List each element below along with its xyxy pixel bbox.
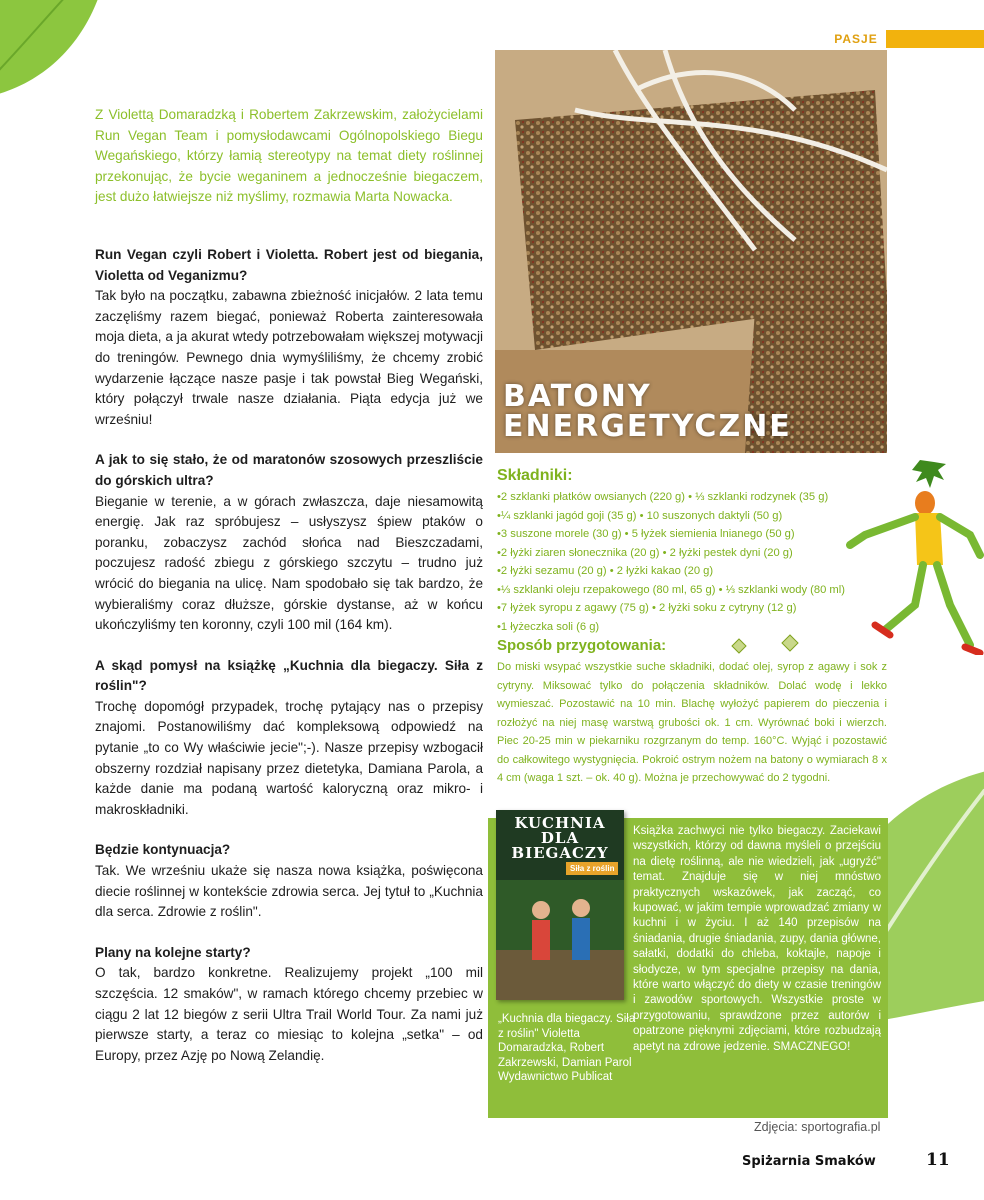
ingredient-item: • 3 suszone morele (30 g) • 5 łyżek siemienia lnianego (50 g): [497, 525, 887, 544]
qa-block: [95, 245, 483, 430]
question: A jak to się stało, że od maratonów szosowych przeszliście do górskich ultra?: [95, 452, 483, 488]
qa-block: [95, 943, 483, 1067]
ingredient-item: • 2 szklanki płatków owsianych (220 g) • ⅓ szklanki rodzynek (35 g): [497, 488, 887, 507]
photo-title-line: ENERGETYCZNE: [503, 409, 792, 444]
question: Run Vegan czyli Robert i Violetta. Robert jest od biegania, Violetta od Veganizmu?: [95, 247, 483, 283]
book-promo-box: [488, 814, 888, 1118]
photo-title-line: BATONY: [503, 379, 652, 414]
ingredient-item: • ¼ szklanki jagód goji (35 g) • 10 suszonych daktyli (50 g): [497, 507, 887, 526]
ingredient-item: • 2 łyżki sezamu (20 g) • 2 łyżki kakao (20 g): [497, 562, 887, 581]
book-cover-subtitle: Siła z roślin: [566, 862, 618, 875]
footer-brand: Spiżarnia Smaków: [742, 1154, 876, 1169]
pumpkin-seed-icon: [730, 638, 748, 654]
question: A skąd pomysł na książkę „Kuchnia dla biegaczy. Siła z roślin"?: [95, 657, 483, 694]
photo-credit: Zdjęcia: sportografia.pl: [754, 1120, 881, 1134]
pumpkin-seed-icon: [780, 634, 800, 652]
ingredient-item: • 1 łyżeczka soli (6 g): [497, 618, 887, 637]
photo-title: [503, 379, 792, 444]
preparation-heading: Sposób przygotowania:: [497, 637, 667, 654]
ingredients-list: [497, 488, 887, 636]
book-cover-photo: [496, 880, 624, 1000]
book-cover-title: KUCHNIA DLA BIEGACZY: [511, 814, 609, 862]
ingredient-item: • ⅓ szklanki oleju rzepakowego (80 ml, 65 g) • ⅓ szklanki wody (80 ml): [497, 581, 887, 600]
book-caption: „Kuchnia dla biegaczy. Siła z roślin" Violetta Domaradzka, Robert Zakrzewski, Damian Parol Wydawnictwo Publicat: [498, 1013, 636, 1084]
answer: O tak, bardzo konkretne. Realizujemy projekt „100 mil szczęścia. 12 smaków", w ramach którego chcemy przebiec w ciągu 2 lat 12 biegów z serii Ultra Trail World Tour. Za nami już pierwsze starty, a teraz co miesiąc to kolejna „setka" – od Europy, przez Azję po Nową Zelandię.: [95, 965, 483, 1063]
ingredient-item: • 7 łyżek syropu z agawy (75 g) • 2 łyżki soku z cytryny (12 g): [497, 599, 887, 618]
book-description: Książka zachwyci nie tylko biegaczy. Zaciekawi wszystkich, którzy od dawna myśleli o przejściu na dietę roślinną, ale nie wiedzieli, jak „ugryźć" temat. Znajduje się w niej mnóstwo praktycznych wskazówek, jak zacząć, co kupować, w jakim tempie wprowadzać zmiany w kuchni i w życiu. I aż 140 przepisów na śniadania, drugie śniadania, zupy, dania główne, sałatki, dodatki do chleba, koktajle, napoje i słodycze, w tym specjalne przepisy na dania, które warto włączyć do diety w czasie treningów i zawodów sportowych. Wszystkie proste w przygotowaniu, sprawdzone przez autorów i opatrzone pięknymi zdjęciami, które rozbudzają apetyt na zdrowe jedzenie. SMACZNEGO!: [633, 825, 881, 1053]
question: Będzie kontynuacja?: [95, 842, 231, 858]
ingredient-item: • 2 łyżki ziaren słonecznika (20 g) • 2 łyżki pestek dyni (20 g): [497, 544, 887, 563]
section-tag-bar: [886, 30, 984, 48]
question: Plany na kolejne starty?: [95, 944, 251, 960]
qa-block: [95, 840, 483, 922]
answer: Trochę dopomógł przypadek, trochę pytający nas o przepisy znajomi. Postanowiliśmy dać kompleksową odpowiedź na pytanie „to co Wy właściwie jecie";-). Nasze przepisy wzbogacił obszerny rozdział napisany przez dietetyka, Damiana Parola, a każde danie ma podaną wartość kaloryczną oraz mikro- i makroskładniki.: [95, 698, 483, 817]
answer: Bieganie w terenie, a w górach zwłaszcza, daje niesamowitą energię. Jak raz spróbujesz – usłyszysz śpiew ptaków o poranku, zobaczysz zachód słońca nad Bieszczadami, poczujesz radość zbiegu z górskiego szczytu – trudno już wrócić do biegania na ulicę. Nam spodobało się tak bardzo, że wybieraliśmy coraz dłuższe, górskie dystanse, aż w końcu ukończyliśmy ten koronny, czyli 100 mil (164 km).: [95, 493, 483, 633]
intro-paragraph: Z Violettą Domaradzką i Robertem Zakrzewskim, założycielami Run Vegan Team i pomysłodawcami Ogólnopolskiego Biegu Wegańskiego, którzy łamią stereotypy na temat diety roślinnej przekonując, że bycie weganinem a jednocześnie biegaczem, jest dużo łatwiejsze niż myślimy, rozmawia Marta Nowacka.: [95, 107, 483, 204]
preparation-text: Do miski wsypać wszystkie suche składniki, dodać olej, syrop z agawy i sok z cytryny. Miksować tylko do połączenia składników. Dolać wodę i lekko wymieszać. Pozostawić na 10 min. Blachę wyłożyć papierem do pieczenia i rozłożyć na niej masę warstwą grubości ok. 1 cm. Wyrównać boki i wierzch. Piec 20-25 min w piekarniku rozgrzanym do temp. 160°C. Wyjąć i pozostawić do całkowitego wystygnięcia. Pokroić ostrym nożem na batony o wymiarach 8 x 4 cm (waga 1 szt. – ok. 40 g). Można je przechowywać do 2 tygodni.: [497, 661, 887, 784]
qa-block: [95, 656, 483, 821]
answer: Tak. We wrześniu ukaże się nasza nowa książka, poświęcona diecie roślinnej w kontekście zdrowia serca. Jej tytuł to „Kuchnia dla serca. Zdrowie z roślin".: [95, 863, 483, 920]
section-tag: [828, 30, 984, 48]
answer: Tak było na początku, zabawna zbieżność inicjałów. 2 lata temu zaczęliśmy razem biegać, ponieważ Roberta zainteresowała moja dieta, a ja akurat wtedy potrzebowałam większej motywacji do treningów. Pewnego dnia wymyśliliśmy, że chcemy zrobić wydarzenie łączące nasze pasje i tak powstał Bieg Wegański, który połączył trwale nasze działania. Piąta edycja już we wrześniu!: [95, 288, 483, 427]
leaf-decoration-icon: [0, 0, 110, 110]
qa-block: [95, 450, 483, 635]
book-cover: [496, 810, 624, 1000]
page-number: 11: [926, 1150, 950, 1170]
energy-bars-photo: [495, 50, 887, 453]
section-tag-label: PASJE: [834, 32, 878, 46]
interview-qa: [95, 245, 483, 1086]
ingredients-heading: Składniki:: [497, 467, 573, 484]
vegetable-figure-icon: [845, 455, 984, 655]
